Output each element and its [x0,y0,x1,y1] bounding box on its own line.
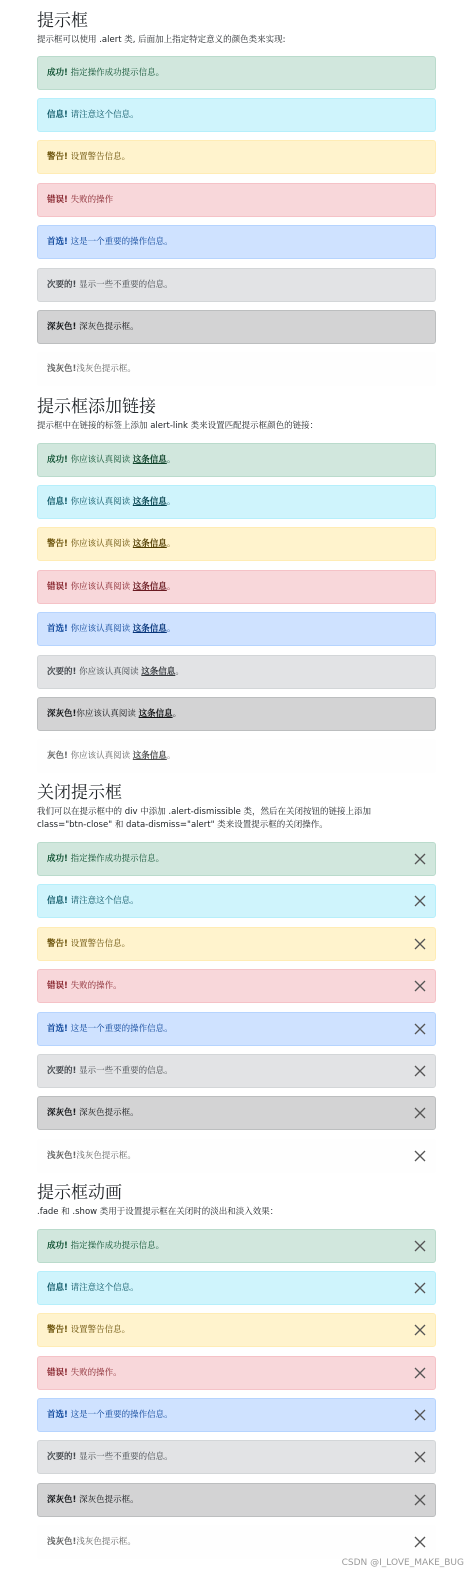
section-dismissible-alerts [37,782,436,832]
alert-primary [37,612,436,646]
section-alert-animation [37,1182,436,1219]
alert-text-end: 。 [166,751,176,761]
alert-text: 这是一个重要的操作信息。 [67,1410,173,1420]
alert-text: 深灰色提示框。 [76,1495,139,1505]
close-icon[interactable] [413,1493,427,1507]
alert-text: 显示一些不重要的信息。 [76,1066,173,1076]
alert-danger [37,969,436,1003]
alert-label: 浅灰色! [47,1151,77,1161]
alert-text-end: 。 [172,709,182,719]
alert-warning [37,527,436,561]
alert-danger [37,570,436,604]
alert-warning [37,1313,436,1347]
alert-label: 信息! [47,1283,68,1293]
alert-text-end: 。 [166,582,176,592]
alert-text: 指定操作成功提示信息。 [67,854,165,864]
section-description-line1: 我们可以在提示框中的 div 中添加 .alert-dismissible 类，然后在关闭按钮的链接上添加 [37,807,372,817]
alert-label: 错误! [47,1368,68,1378]
alert-label: 深灰色! [47,1495,77,1505]
alert-primary [37,1012,436,1046]
alert-dark [37,697,436,731]
alert-label: 次要的! [47,1066,77,1076]
alert-text-end: 。 [166,455,176,465]
alert-label: 首选! [47,1410,68,1420]
alert-label: 成功! [47,68,68,78]
alert-text: 你应该认真阅读 [67,582,133,592]
alert-label: 警告! [47,1325,68,1335]
alert-label: 首选! [47,1024,68,1034]
alert-link[interactable]: 这条信息 [141,667,176,677]
alert-info [37,485,436,519]
section-description: .fade 和 .show 类用于设置提示框在关闭时的淡出和淡入效果： [37,1207,279,1217]
alert-text: 你应该认真阅读 [67,455,133,465]
alert-text: 请注意这个信息。 [67,110,139,120]
close-icon[interactable] [413,1064,427,1078]
alert-secondary [37,1054,436,1088]
section-description-line2: class="btn-close" 和 data-dismiss="alert" 类来设置提示框的关闭操作。 [37,820,328,830]
alert-text: 失败的操作 [67,195,114,205]
alert-label: 次要的! [47,280,77,290]
alert-text: 失败的操作。 [67,981,122,991]
close-icon[interactable] [413,1535,427,1549]
close-icon[interactable] [413,937,427,951]
section-basic-alerts [37,10,436,47]
alert-dark [37,310,436,344]
close-icon[interactable] [413,894,427,908]
alert-label: 浅灰色! [47,1537,77,1547]
alert-warning [37,927,436,961]
close-icon[interactable] [413,1106,427,1120]
alert-label: 成功! [47,1241,68,1251]
alert-label: 错误! [47,582,68,592]
alert-dark [37,1096,436,1130]
section-title: 提示框添加链接 [37,397,156,417]
alert-text: 深灰色提示框。 [76,1108,139,1118]
close-icon[interactable] [413,852,427,866]
alert-label: 信息! [47,497,68,507]
alert-label: 深灰色! [47,1108,77,1118]
close-icon[interactable] [413,979,427,993]
alert-light [37,739,436,773]
close-icon[interactable] [413,1281,427,1295]
close-icon[interactable] [413,1239,427,1253]
close-icon[interactable] [413,1408,427,1422]
section-title: 提示框动画 [37,1183,122,1203]
alert-label: 深灰色! [47,322,77,332]
alert-label: 次要的! [47,667,77,677]
alert-link[interactable]: 这条信息 [132,539,167,549]
alert-success [37,842,436,876]
alert-text: 显示一些不重要的信息。 [76,280,173,290]
alert-label: 灰色! [47,751,68,761]
alert-warning [37,140,436,174]
alert-label: 信息! [47,110,68,120]
close-icon[interactable] [413,1366,427,1380]
alert-secondary [37,268,436,302]
section-description: 提示框可以使用 .alert 类, 后面加上指定特定意义的颜色类来实现: [37,35,286,45]
alert-text: 浅灰色提示框。 [76,1537,136,1547]
alert-link[interactable]: 这条信息 [132,624,167,634]
alert-light [37,1525,436,1559]
section-title: 关闭提示框 [37,783,122,803]
alert-danger [37,1356,436,1390]
alert-danger [37,183,436,217]
alert-text: 深灰色提示框。 [76,322,139,332]
alert-text: 这是一个重要的操作信息。 [67,237,173,247]
alert-link[interactable]: 这条信息 [132,455,167,465]
section-alert-links [37,396,436,433]
alert-text: 指定操作成功提示信息。 [67,68,165,78]
alert-light [37,352,436,386]
close-icon[interactable] [413,1323,427,1337]
alert-label: 警告! [47,152,68,162]
alert-label: 次要的! [47,1452,77,1462]
alert-text-end: 。 [175,667,184,677]
alert-success [37,1229,436,1263]
alert-label: 错误! [47,195,68,205]
alert-primary [37,1398,436,1432]
alert-text: 指定操作成功提示信息。 [67,1241,165,1251]
section-description: 提示框中在链接的标签上添加 alert-link 类来设置匹配提示框颜色的链接： [37,421,319,431]
close-icon[interactable] [413,1450,427,1464]
alert-link[interactable]: 这条信息 [132,751,167,761]
watermark: CSDN @I_LOVE_MAKE_BUG [341,1558,464,1568]
close-icon[interactable] [413,1149,427,1163]
alert-primary [37,225,436,259]
alert-info [37,98,436,132]
alert-info [37,884,436,918]
alert-text: 请注意这个信息。 [67,896,139,906]
alert-link[interactable]: 这条信息 [138,709,173,719]
alert-success [37,56,436,90]
alert-text: 浅灰色提示框。 [76,364,136,374]
alert-label: 成功! [47,455,68,465]
alert-text: 你应该认真阅读 [67,624,133,634]
alert-label: 信息! [47,896,68,906]
alert-text: 这是一个重要的操作信息。 [67,1024,173,1034]
alert-text: 设置警告信息。 [67,152,131,162]
alert-secondary [37,655,436,689]
alert-text-end: 。 [166,497,176,507]
alert-label: 浅灰色! [47,364,77,374]
section-title: 提示框 [37,11,88,31]
alert-text: 你应该认真阅读 [67,539,133,549]
alert-text: 你应该认真阅读 [76,667,142,677]
alert-info [37,1271,436,1305]
alert-label: 错误! [47,981,68,991]
alert-text: 失败的操作。 [67,1368,122,1378]
alert-text-end: 。 [166,539,176,549]
close-icon[interactable] [413,1022,427,1036]
alert-text: 你应该认真阅读 [76,709,139,719]
alert-success [37,443,436,477]
alert-text: 浅灰色提示框。 [76,1151,136,1161]
alert-text: 显示一些不重要的信息。 [76,1452,173,1462]
alert-text: 请注意这个信息。 [67,1283,139,1293]
alert-label: 首选! [47,237,68,247]
alert-label: 首选! [47,624,68,634]
alert-secondary [37,1440,436,1474]
alert-text: 你应该认真阅读 [67,497,133,507]
alert-label: 警告! [47,939,68,949]
alert-light [37,1139,436,1173]
alert-dark [37,1483,436,1517]
alert-label: 成功! [47,854,68,864]
alert-link[interactable]: 这条信息 [132,582,167,592]
alert-link[interactable]: 这条信息 [132,497,167,507]
alert-label: 深灰色! [47,709,77,719]
alert-text: 设置警告信息。 [67,1325,131,1335]
alert-text: 你应该认真阅读 [67,751,133,761]
alert-text-end: 。 [166,624,176,634]
alert-text: 设置警告信息。 [67,939,131,949]
alert-label: 警告! [47,539,68,549]
